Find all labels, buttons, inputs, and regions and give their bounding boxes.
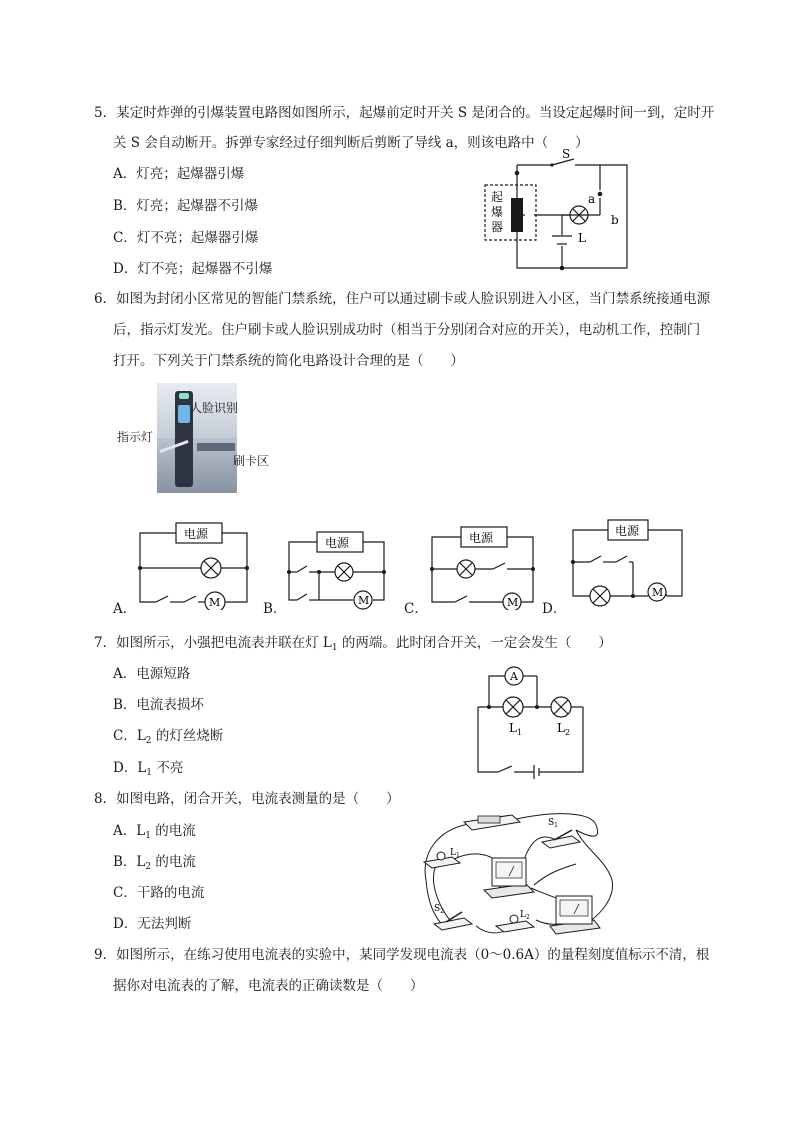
q6d-motor-label: M [652,586,664,599]
q6-option-b-letter: B． [263,601,287,617]
q5-option-a: A．灯亮；起爆器引爆 [113,166,245,182]
q5-detonator-char-3: 器 [491,220,504,234]
q8-option-d: D．无法判断 [113,916,192,932]
q7-stem: 7．如图所示，小强把电流表并联在灯 $L_1$ 的两端。此时闭合开关，一定会发生（ ） [94,635,612,653]
q7-option-c: C．$L_2$ 的灯丝烧断 [113,728,224,746]
q6a-motor-label: M [209,596,221,609]
q6d-power-label: 电源 [615,524,640,538]
photo-label-indicator: 指示灯 [117,430,154,444]
q7-ammeter-label: A [510,670,518,683]
q5-circuit-diagram [480,140,640,275]
q8-s2-label: $S_2$ [434,904,444,915]
q6-circuit-b [283,528,391,610]
q5-label-b: b [611,213,619,227]
q8-option-c: C．干路的电流 [113,885,205,901]
q8-l2-label: $L_2$ [520,910,530,921]
q7-circuit-diagram [472,662,592,780]
q5-label-a: a [588,192,596,206]
q6-stem-line1: 6．如图为封闭小区常见的智能门禁系统，住户可以通过刷卡或人脸识别进入小区，当门禁系统接通电源 [94,291,711,307]
q8-s1-label: $S_1$ [548,818,558,829]
q8-l1-label: $L_1$ [450,848,460,859]
q6c-motor-label: M [507,596,519,609]
q6-circuit-c [427,524,539,610]
q6b-power-label: 电源 [325,536,350,550]
q7-l1-label: $L_1$ [509,721,523,737]
photo-label-face: 人脸识别 [190,401,239,415]
q8-option-b: B．$L_2$ 的电流 [113,854,196,872]
q9-stem-line2: 据你对电流表的了解，电流表的正确读数是（ ） [113,978,424,994]
q8-stem: 8．如图电路，闭合开关，电流表测量的是（ ） [94,791,400,807]
q5-option-d: D．灯不亮；起爆器不引爆 [113,261,273,277]
q5-label-s: S [562,147,571,161]
q6b-motor-label: M [358,594,370,607]
q8-circuit-photo [416,800,622,940]
q6c-power-label: 电源 [469,531,494,545]
q8-option-a: A．$L_1$ 的电流 [113,823,196,841]
q6-circuit-a [132,520,254,610]
q5-detonator-char-1: 起 [491,190,504,204]
q5-detonator-char-2: 爆 [491,205,504,219]
q6-option-c-letter: C． [404,601,428,617]
q7-option-d: D．$L_1$ 不亮 [113,760,184,778]
q6a-power-label: 电源 [184,527,209,541]
q5-option-b: B．灯亮；起爆器不引爆 [113,198,258,214]
q7-option-b: B．电流表损坏 [113,697,204,713]
q6-option-d-letter: D． [542,601,567,617]
q6-stem-line2: 后，指示灯发光。住户刷卡或人脸识别成功时（相当于分别闭合对应的开关），电动机工作，控制门 [113,322,701,338]
q5-label-l: L [578,231,586,245]
q9-stem-line1: 9．如图所示，在练习使用电流表的实验中，某同学发现电流表（0～0.6A）的量程刻度值标示不清，根 [94,947,710,963]
q6-circuit-d [566,516,688,610]
q6-stem-line3: 打开。下列关于门禁系统的简化电路设计合理的是（ ） [113,353,464,369]
q6-option-a-letter: A． [113,601,137,617]
q5-option-c: C．灯不亮；起爆器引爆 [113,230,259,246]
q7-l2-label: $L_2$ [557,721,571,737]
q7-option-a: A．电源短路 [113,666,191,682]
q5-stem-line1: 5．某定时炸弹的引爆装置电路图如图所示，起爆前定时开关 S 是闭合的。当设定起爆时间一到，定时开 [94,105,715,121]
q5-stem-line2: 关 S 会自动断开。拆弹专家经过仔细判断后剪断了导线 a，则该电路中（ ） [113,135,589,151]
photo-label-card: 刷卡区 [233,454,270,468]
